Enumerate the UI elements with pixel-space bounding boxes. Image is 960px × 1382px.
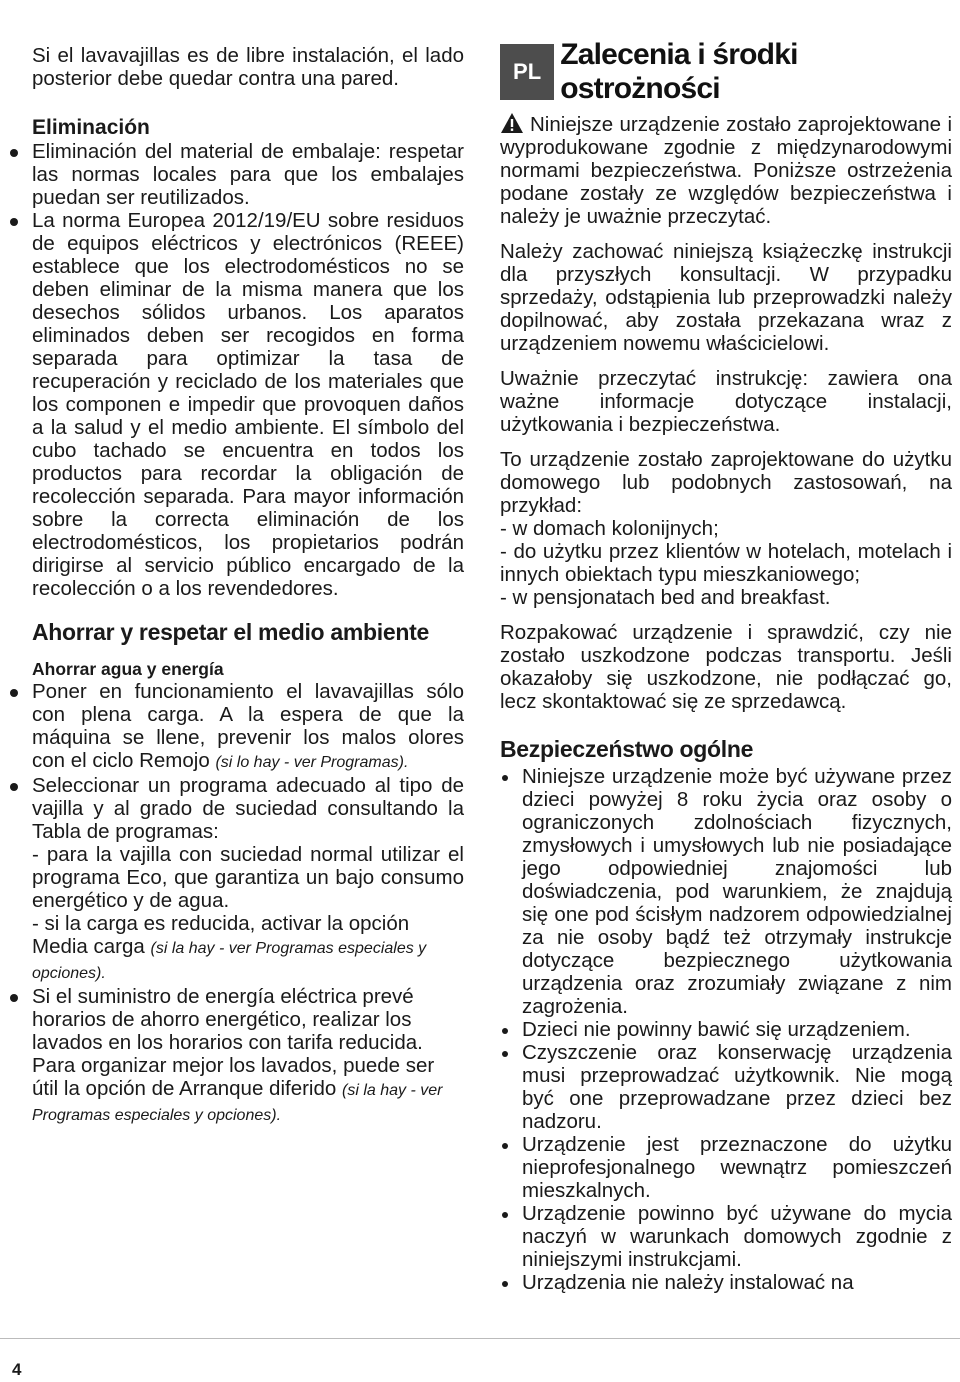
paragraph-5: Rozpakować urządzenie i sprawdzić, czy nie zostało uszkodzone podczas transportu. Jeśli okazałoby się uszkodzone, nie podłączać go, lecz skontaktować się ze sprzedawcą. [500, 621, 952, 713]
list-item [522, 1041, 952, 1133]
bullet-icon [502, 1028, 508, 1034]
list-item: - w pensjonatach bed and breakfast. [500, 586, 831, 609]
list-item-text: Dzieci nie powinny bawić się urządzeniem. [522, 1018, 911, 1041]
bullet-icon [502, 1051, 508, 1057]
list-item [522, 1271, 952, 1294]
item-note: (si la hay - ver Programas especiales y opciones). [32, 1082, 443, 1124]
bullet-icon [502, 1143, 508, 1149]
list-item [32, 209, 464, 600]
list-item [32, 774, 464, 985]
bullet-icon [10, 783, 18, 791]
page-number: 4 [12, 1360, 22, 1379]
list-item-text: Urządzenie powinno być używane do mycia naczyń w warunkach domowych zgodnie z niniejszymi instrukcjami. [522, 1202, 952, 1271]
list-item [522, 1133, 952, 1202]
left-column [32, 44, 464, 1127]
warning-icon [500, 112, 524, 134]
list-item [32, 680, 464, 774]
list-subitem-text [32, 912, 464, 985]
item-text: - si la carga es reducida, activar la opción Media carga [32, 912, 410, 958]
right-column [500, 38, 952, 1294]
list-item-text: Eliminación del material de embalaje: respetar las normas locales para que los embalajes puedan ser reutilizados. [32, 140, 464, 209]
usage-list [500, 517, 952, 609]
ahorrar-subheading: Ahorrar agua y energía [32, 659, 224, 679]
list-item-text: Seleccionar un programa adecuado al tipo de vajilla y al grado de suciedad consultando la Tabla de programas: [32, 774, 464, 843]
list-item [522, 765, 952, 1018]
paragraph-text: Niniejsze urządzenie zostało zaprojektowane i wyprodukowane zgodnie z międzynarodowymi normami bezpieczeństwa. Poniższe ostrzeżenia podane zostały ze względów bezpieczeństwa i należy je uważnie przeczytać. [500, 113, 952, 228]
list-item-text: Urządzenie jest przeznaczone do użytku nieprofesjonalnego wewnątrz pomieszczeń mieszkalnych. [522, 1133, 952, 1202]
list-item-text [32, 680, 464, 774]
bullet-icon [502, 1281, 508, 1287]
bullet-icon [502, 1212, 508, 1218]
paragraph-4: To urządzenie zostało zaprojektowane do użytku domowego lub podobnych zastosowań, na przykład: [500, 448, 952, 517]
item-note: (si lo hay - ver Programas). [215, 754, 409, 771]
item-text: Si el suministro de energía eléctrica prevé horarios de ahorro energético, realizar los lavados en los horarios con tarifa reducida. Para organizar mejor los lavados, puede ser útil la opción de Arranque diferido [32, 985, 435, 1100]
bullet-icon [502, 775, 508, 781]
eliminacion-list [32, 140, 464, 600]
paragraph-3: Uważnie przeczytać instrukcję: zawiera ona ważne informacje dotyczące instalacji, użytkowania i bezpieczeństwa. [500, 367, 952, 436]
paragraph-1 [500, 112, 952, 228]
item-text: Poner en funcionamiento el lavavajillas sólo con plena carga. A la espera de que la máquina se llene, prevenir los malos olores con el ciclo Remojo [32, 680, 464, 772]
list-item-text: Urządzenia nie należy instalować na [522, 1271, 854, 1294]
ahorrar-heading: Ahorrar y respetar el medio ambiente [32, 619, 429, 645]
list-item-text: La norma Europea 2012/19/EU sobre residuos de equipos eléctricos y electrónicos (REEE) establece que los electrodomésticos no se deben eliminar de la misma manera que los desechos sólidos urbanos. Los aparatos eliminados deben ser recogidos en forma separada para optimizar la tasa de recuperación y reciclado de los materiales que los componen e impedir que provoquen daños a la salud y el medio ambiente. El símbolo del cubo tachado se encuentra en todos los productos para recordar la obligación de recolección separada. Para mayor información sobre la correcta eliminación de los electrodomésticos, los propietarios podrán dirigirse al servicio público encargado de la recolección o a los revendedores. [32, 209, 464, 600]
safety-list [500, 765, 952, 1294]
bullet-icon [10, 149, 18, 157]
section-header [500, 38, 952, 105]
list-item [522, 1018, 952, 1041]
item-note: (si la hay - ver Programas especiales y opciones). [32, 940, 427, 982]
eliminacion-heading: Eliminación [32, 116, 150, 139]
intro-paragraph: Si el lavavajillas es de libre instalación, el lado posterior debe quedar contra una pared. [32, 44, 464, 90]
ahorrar-list [32, 680, 464, 1127]
paragraph-2: Należy zachować niniejszą książeczkę instrukcji dla przyszłych konsultacji. W przypadku sprzedaży, odstąpienia lub przeprowadzki należy dopilnować, aby została przekazana wraz z urządzeniem nowemu właścicielowi. [500, 240, 952, 355]
bullet-icon [10, 994, 18, 1002]
list-item: - do użytku przez klientów w hotelach, motelach i innych obiektach typu mieszkaniowego; [500, 540, 952, 586]
footer-divider [0, 1338, 960, 1339]
bullet-icon [10, 218, 18, 226]
bullet-icon [10, 689, 18, 697]
language-badge: PL [500, 44, 554, 100]
list-item [32, 985, 464, 1127]
list-item [32, 140, 464, 209]
list-item-text: Niniejsze urządzenie może być używane przez dzieci powyżej 8 roku życia oraz osoby o ograniczonych zdolnościach fizycznych, zmysłowych i umysłowych lub nie posiadające jego odpowiedniej znajomości lub doświadczenia, pod warunkiem, że znajdują się one pod ścisłym nadzorem odpowiedzialnej za nie osoby bądź też otrzymały instrukcje dotyczące bezpiecznego użytkowania urządzenia oraz zrozumiały związane z nim zagrożenia. [522, 765, 952, 1018]
list-subitem-text: - para la vajilla con suciedad normal utilizar el programa Eco, que garantiza un bajo consumo energético y de agua. [32, 843, 464, 912]
safety-heading: Bezpieczeństwo ogólne [500, 736, 754, 762]
section-title: Zalecenia i środki ostrożności [560, 38, 798, 105]
list-item [522, 1202, 952, 1271]
list-item-text: Czyszczenie oraz konserwację urządzenia musi przeprowadzać użytkownik. Nie mogą być one przeprowadzane przez dzieci bez nadzoru. [522, 1041, 952, 1133]
list-item-text [32, 985, 464, 1127]
list-item: - w domach kolonijnych; [500, 517, 719, 540]
